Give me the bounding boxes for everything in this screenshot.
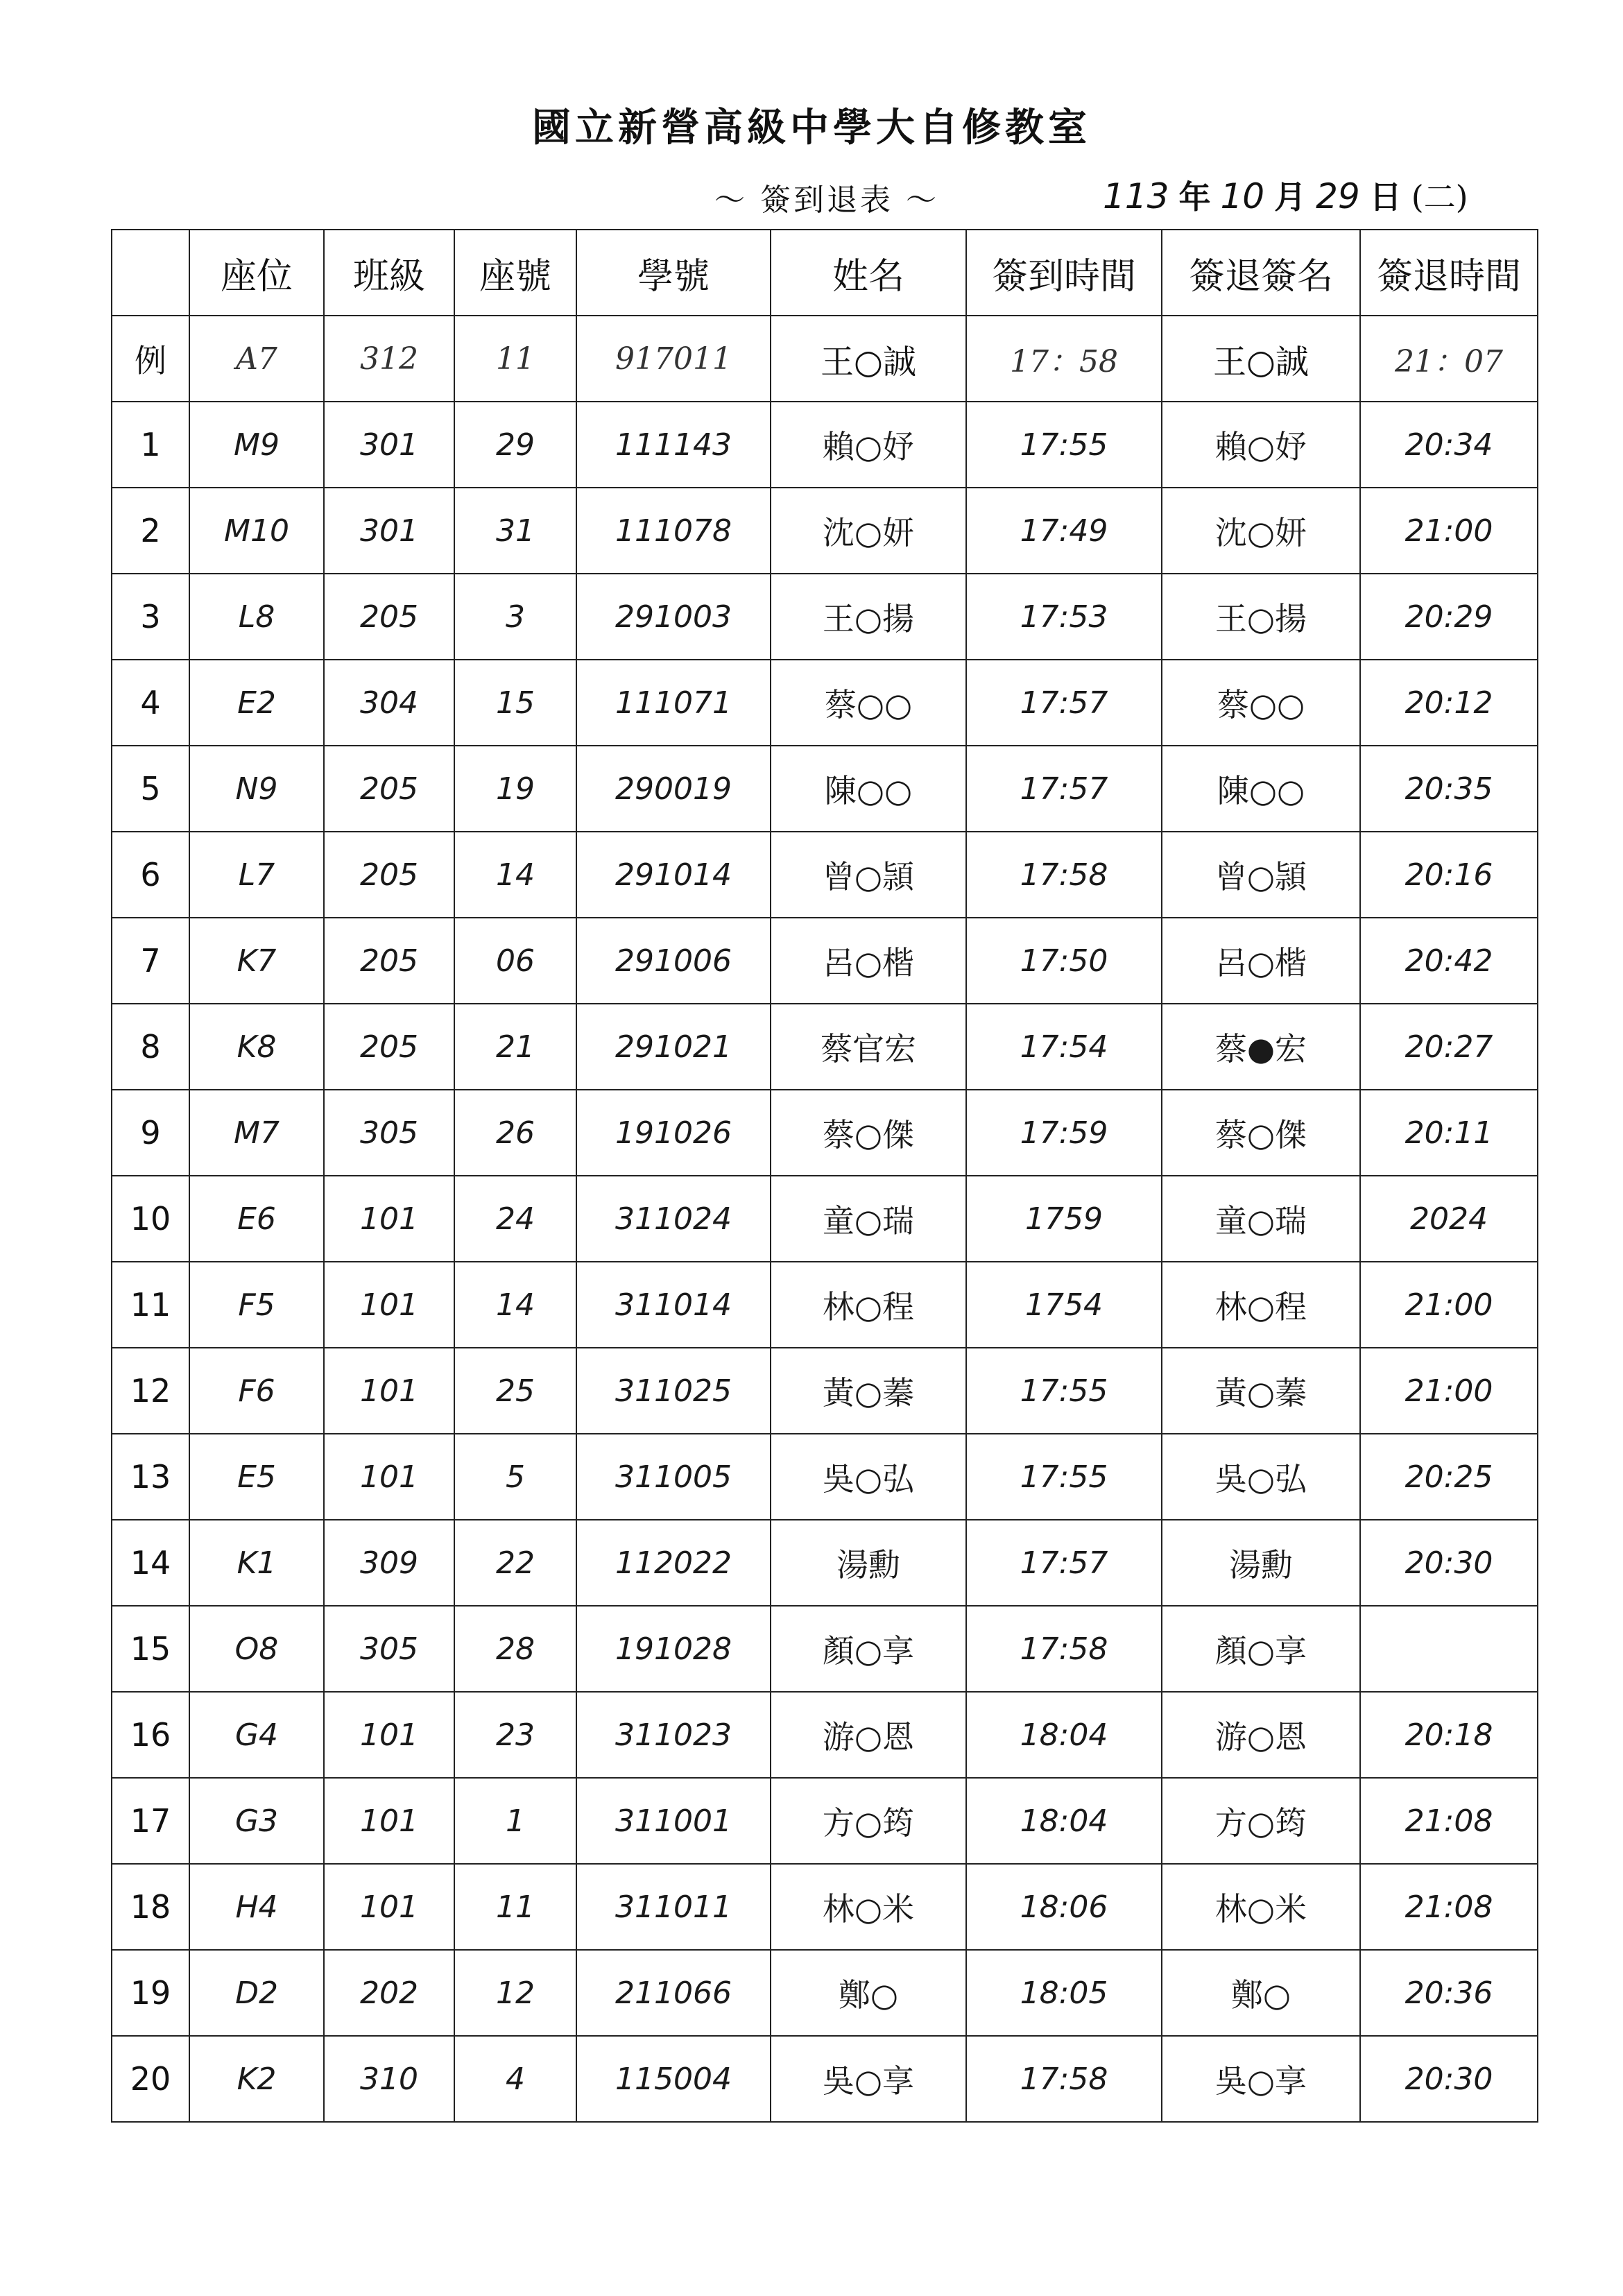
seat-no-cell: 11	[454, 1864, 576, 1950]
header-class: 班級	[324, 230, 454, 316]
form-date	[1103, 172, 1468, 218]
sign-in-time-cell: 17:57	[966, 660, 1162, 746]
example-sign-in-time: 17：58	[966, 316, 1162, 402]
seat-cell: D2	[189, 1950, 324, 2036]
table-row	[112, 1606, 1538, 1692]
seat-no-cell: 3	[454, 574, 576, 660]
sign-out-signature-cell: 沈○妍	[1162, 488, 1360, 574]
name-cell: 蔡○傑	[771, 1090, 966, 1176]
class-cell: 310	[324, 2036, 454, 2122]
row-number: 15	[112, 1606, 189, 1692]
sign-out-signature-cell: 方○筠	[1162, 1778, 1360, 1864]
row-number: 19	[112, 1950, 189, 2036]
table-row	[112, 1176, 1538, 1262]
table-row	[112, 1950, 1538, 2036]
seat-cell: K8	[189, 1004, 324, 1090]
sign-out-signature-cell: 呂○楷	[1162, 918, 1360, 1004]
seat-no-cell: 06	[454, 918, 576, 1004]
seat-no-cell: 14	[454, 1262, 576, 1348]
example-row	[112, 316, 1538, 402]
sign-out-time-cell: 20:30	[1360, 1520, 1538, 1606]
name-cell: 游○恩	[771, 1692, 966, 1778]
seat-no-cell: 5	[454, 1434, 576, 1520]
sign-out-time-cell: 20:34	[1360, 402, 1538, 488]
table-row	[112, 1520, 1538, 1606]
sign-in-time-cell: 1759	[966, 1176, 1162, 1262]
sign-out-time-cell: 21:00	[1360, 1348, 1538, 1434]
name-cell: 沈○妍	[771, 488, 966, 574]
sign-out-time-cell: 21:00	[1360, 1262, 1538, 1348]
sign-in-time-cell: 1754	[966, 1262, 1162, 1348]
seat-cell: M10	[189, 488, 324, 574]
student-id-cell: 311001	[576, 1778, 771, 1864]
example-student-id: 917011	[576, 316, 771, 402]
seat-cell: E5	[189, 1434, 324, 1520]
seat-cell: K7	[189, 918, 324, 1004]
table-row	[112, 402, 1538, 488]
sign-out-time-cell: 20:35	[1360, 746, 1538, 832]
row-number: 16	[112, 1692, 189, 1778]
row-number: 5	[112, 746, 189, 832]
class-cell: 202	[324, 1950, 454, 2036]
name-cell: 林○米	[771, 1864, 966, 1950]
date-year: 113	[1103, 176, 1169, 216]
sign-in-time-cell: 18:04	[966, 1692, 1162, 1778]
student-id-cell: 291021	[576, 1004, 771, 1090]
class-cell: 205	[324, 574, 454, 660]
sign-out-time-cell: 20:16	[1360, 832, 1538, 918]
seat-no-cell: 21	[454, 1004, 576, 1090]
example-sign-out-signature: 王○誠	[1162, 316, 1360, 402]
seat-no-cell: 23	[454, 1692, 576, 1778]
class-cell: 101	[324, 1348, 454, 1434]
example-seat-no: 11	[454, 316, 576, 402]
class-cell: 304	[324, 660, 454, 746]
class-cell: 101	[324, 1864, 454, 1950]
table-row	[112, 660, 1538, 746]
seat-no-cell: 14	[454, 832, 576, 918]
sign-out-time-cell: 21:08	[1360, 1778, 1538, 1864]
student-id-cell: 291003	[576, 574, 771, 660]
seat-cell: G4	[189, 1692, 324, 1778]
class-cell: 101	[324, 1778, 454, 1864]
row-number: 7	[112, 918, 189, 1004]
student-id-cell: 311005	[576, 1434, 771, 1520]
name-cell: 鄭○	[771, 1950, 966, 2036]
name-cell: 方○筠	[771, 1778, 966, 1864]
seat-cell: M7	[189, 1090, 324, 1176]
sign-in-table	[111, 229, 1538, 2123]
name-cell: 黃○蓁	[771, 1348, 966, 1434]
sign-out-time-cell: 21:08	[1360, 1864, 1538, 1950]
name-cell: 蔡官宏	[771, 1004, 966, 1090]
table-row	[112, 1004, 1538, 1090]
student-id-cell: 311025	[576, 1348, 771, 1434]
seat-no-cell: 26	[454, 1090, 576, 1176]
seat-cell: E2	[189, 660, 324, 746]
date-day: 29	[1316, 176, 1360, 216]
sign-in-time-cell: 17:55	[966, 1348, 1162, 1434]
sign-in-time-cell: 17:54	[966, 1004, 1162, 1090]
sign-out-signature-cell: 黃○蓁	[1162, 1348, 1360, 1434]
name-cell: 王○揚	[771, 574, 966, 660]
row-number: 17	[112, 1778, 189, 1864]
sign-out-signature-cell: 蔡○傑	[1162, 1090, 1360, 1176]
row-number: 13	[112, 1434, 189, 1520]
sign-out-time-cell: 20:11	[1360, 1090, 1538, 1176]
sign-out-signature-cell: 蔡●宏	[1162, 1004, 1360, 1090]
sign-out-signature-cell: 王○揚	[1162, 574, 1360, 660]
sign-in-time-cell: 17:55	[966, 402, 1162, 488]
header-student-id: 學號	[576, 230, 771, 316]
name-cell: 曾○頴	[771, 832, 966, 918]
row-number: 9	[112, 1090, 189, 1176]
sign-out-time-cell: 20:42	[1360, 918, 1538, 1004]
sign-out-time-cell: 20:36	[1360, 1950, 1538, 2036]
class-cell: 205	[324, 832, 454, 918]
page-title: 國立新營高級中學大自修教室	[532, 105, 1091, 151]
student-id-cell: 111071	[576, 660, 771, 746]
seat-cell: H4	[189, 1864, 324, 1950]
example-label: 例	[112, 316, 189, 402]
student-id-cell: 191028	[576, 1606, 771, 1692]
table-row	[112, 1434, 1538, 1520]
row-number: 3	[112, 574, 189, 660]
student-id-cell: 311014	[576, 1262, 771, 1348]
row-number: 4	[112, 660, 189, 746]
header-sign-out-signature: 簽退簽名	[1162, 230, 1360, 316]
sign-out-signature-cell: 吳○享	[1162, 2036, 1360, 2122]
sign-out-time-cell: 2024	[1360, 1176, 1538, 1262]
class-cell: 205	[324, 918, 454, 1004]
sign-out-signature-cell: 顏○享	[1162, 1606, 1360, 1692]
table-row	[112, 1778, 1538, 1864]
class-cell: 305	[324, 1090, 454, 1176]
class-cell: 301	[324, 488, 454, 574]
example-sign-out-time: 21：07	[1360, 316, 1538, 402]
name-cell: 童○瑞	[771, 1176, 966, 1262]
class-cell: 101	[324, 1692, 454, 1778]
class-cell: 101	[324, 1176, 454, 1262]
name-cell: 吳○享	[771, 2036, 966, 2122]
header-seat: 座位	[189, 230, 324, 316]
sign-out-time-cell: 20:27	[1360, 1004, 1538, 1090]
seat-cell: L8	[189, 574, 324, 660]
table-row	[112, 1864, 1538, 1950]
seat-no-cell: 12	[454, 1950, 576, 2036]
date-month-unit: 月	[1274, 178, 1307, 216]
row-number: 11	[112, 1262, 189, 1348]
date-weekday: (二)	[1411, 178, 1468, 216]
seat-cell: N9	[189, 746, 324, 832]
seat-cell: L7	[189, 832, 324, 918]
sign-in-time-cell: 17:49	[966, 488, 1162, 574]
header-index	[112, 230, 189, 316]
example-class: 312	[324, 316, 454, 402]
student-id-cell: 211066	[576, 1950, 771, 2036]
example-name: 王○誠	[771, 316, 966, 402]
sign-out-signature-cell: 游○恩	[1162, 1692, 1360, 1778]
table-header-row	[112, 230, 1538, 316]
table-row	[112, 2036, 1538, 2122]
seat-cell: E6	[189, 1176, 324, 1262]
seat-no-cell: 31	[454, 488, 576, 574]
seat-cell: F6	[189, 1348, 324, 1434]
table-row	[112, 1692, 1538, 1778]
date-year-unit: 年	[1178, 178, 1211, 216]
table-row	[112, 746, 1538, 832]
sign-out-time-cell	[1360, 1606, 1538, 1692]
seat-no-cell: 29	[454, 402, 576, 488]
sign-in-time-cell: 17:58	[966, 2036, 1162, 2122]
name-cell: 吳○弘	[771, 1434, 966, 1520]
class-cell: 101	[324, 1434, 454, 1520]
seat-no-cell: 24	[454, 1176, 576, 1262]
row-number: 1	[112, 402, 189, 488]
table-row	[112, 574, 1538, 660]
seat-cell: O8	[189, 1606, 324, 1692]
seat-no-cell: 1	[454, 1778, 576, 1864]
sign-out-time-cell: 20:29	[1360, 574, 1538, 660]
sign-out-signature-cell: 湯勳	[1162, 1520, 1360, 1606]
student-id-cell: 311023	[576, 1692, 771, 1778]
student-id-cell: 290019	[576, 746, 771, 832]
sign-out-signature-cell: 蔡○○	[1162, 660, 1360, 746]
class-cell: 205	[324, 746, 454, 832]
row-number: 14	[112, 1520, 189, 1606]
sign-in-time-cell: 17:57	[966, 746, 1162, 832]
sign-out-signature-cell: 童○瑞	[1162, 1176, 1360, 1262]
name-cell: 呂○楷	[771, 918, 966, 1004]
header-seat-no: 座號	[454, 230, 576, 316]
seat-no-cell: 4	[454, 2036, 576, 2122]
seat-no-cell: 22	[454, 1520, 576, 1606]
sign-in-time-cell: 18:05	[966, 1950, 1162, 2036]
name-cell: 顏○享	[771, 1606, 966, 1692]
student-id-cell: 291014	[576, 832, 771, 918]
seat-cell: F5	[189, 1262, 324, 1348]
student-id-cell: 111078	[576, 488, 771, 574]
sign-in-time-cell: 17:53	[966, 574, 1162, 660]
sign-out-signature-cell: 林○米	[1162, 1864, 1360, 1950]
sign-out-signature-cell: 吳○弘	[1162, 1434, 1360, 1520]
table-row	[112, 1090, 1538, 1176]
sign-in-time-cell: 17:55	[966, 1434, 1162, 1520]
sign-out-time-cell: 21:00	[1360, 488, 1538, 574]
form-subtitle: 〜 簽到退表 〜	[714, 182, 939, 218]
class-cell: 101	[324, 1262, 454, 1348]
class-cell: 205	[324, 1004, 454, 1090]
header-name: 姓名	[771, 230, 966, 316]
row-number: 8	[112, 1004, 189, 1090]
seat-no-cell: 15	[454, 660, 576, 746]
seat-cell: K2	[189, 2036, 324, 2122]
sign-out-signature-cell: 陳○○	[1162, 746, 1360, 832]
seat-cell: G3	[189, 1778, 324, 1864]
row-number: 18	[112, 1864, 189, 1950]
student-id-cell: 311011	[576, 1864, 771, 1950]
seat-cell: M9	[189, 402, 324, 488]
header-sign-in-time: 簽到時間	[966, 230, 1162, 316]
seat-no-cell: 19	[454, 746, 576, 832]
sign-out-time-cell: 20:30	[1360, 2036, 1538, 2122]
table-row	[112, 918, 1538, 1004]
seat-no-cell: 25	[454, 1348, 576, 1434]
sign-out-signature-cell: 林○程	[1162, 1262, 1360, 1348]
sign-out-time-cell: 20:25	[1360, 1434, 1538, 1520]
table-row	[112, 1262, 1538, 1348]
table-row	[112, 488, 1538, 574]
student-id-cell: 112022	[576, 1520, 771, 1606]
student-id-cell: 291006	[576, 918, 771, 1004]
student-id-cell: 191026	[576, 1090, 771, 1176]
sign-out-time-cell: 20:18	[1360, 1692, 1538, 1778]
student-id-cell: 115004	[576, 2036, 771, 2122]
sign-in-time-cell: 18:04	[966, 1778, 1162, 1864]
sign-in-time-cell: 18:06	[966, 1864, 1162, 1950]
table-row	[112, 832, 1538, 918]
name-cell: 陳○○	[771, 746, 966, 832]
sign-in-time-cell: 17:57	[966, 1520, 1162, 1606]
header-sign-out-time: 簽退時間	[1360, 230, 1538, 316]
name-cell: 蔡○○	[771, 660, 966, 746]
seat-cell: K1	[189, 1520, 324, 1606]
table-row	[112, 1348, 1538, 1434]
seat-no-cell: 28	[454, 1606, 576, 1692]
sign-out-signature-cell: 賴○妤	[1162, 402, 1360, 488]
student-id-cell: 311024	[576, 1176, 771, 1262]
class-cell: 309	[324, 1520, 454, 1606]
name-cell: 賴○妤	[771, 402, 966, 488]
sign-out-signature-cell: 曾○頴	[1162, 832, 1360, 918]
sign-out-time-cell: 20:12	[1360, 660, 1538, 746]
class-cell: 301	[324, 402, 454, 488]
date-month: 10	[1220, 176, 1265, 216]
row-number: 20	[112, 2036, 189, 2122]
sign-in-time-cell: 17:59	[966, 1090, 1162, 1176]
row-number: 10	[112, 1176, 189, 1262]
name-cell: 湯勳	[771, 1520, 966, 1606]
row-number: 6	[112, 832, 189, 918]
example-seat: A7	[189, 316, 324, 402]
sign-out-signature-cell: 鄭○	[1162, 1950, 1360, 2036]
class-cell: 305	[324, 1606, 454, 1692]
student-id-cell: 111143	[576, 402, 771, 488]
row-number: 2	[112, 488, 189, 574]
row-number: 12	[112, 1348, 189, 1434]
sign-in-time-cell: 17:58	[966, 832, 1162, 918]
sign-in-time-cell: 17:50	[966, 918, 1162, 1004]
name-cell: 林○程	[771, 1262, 966, 1348]
date-day-unit: 日	[1369, 178, 1402, 216]
sign-in-time-cell: 17:58	[966, 1606, 1162, 1692]
